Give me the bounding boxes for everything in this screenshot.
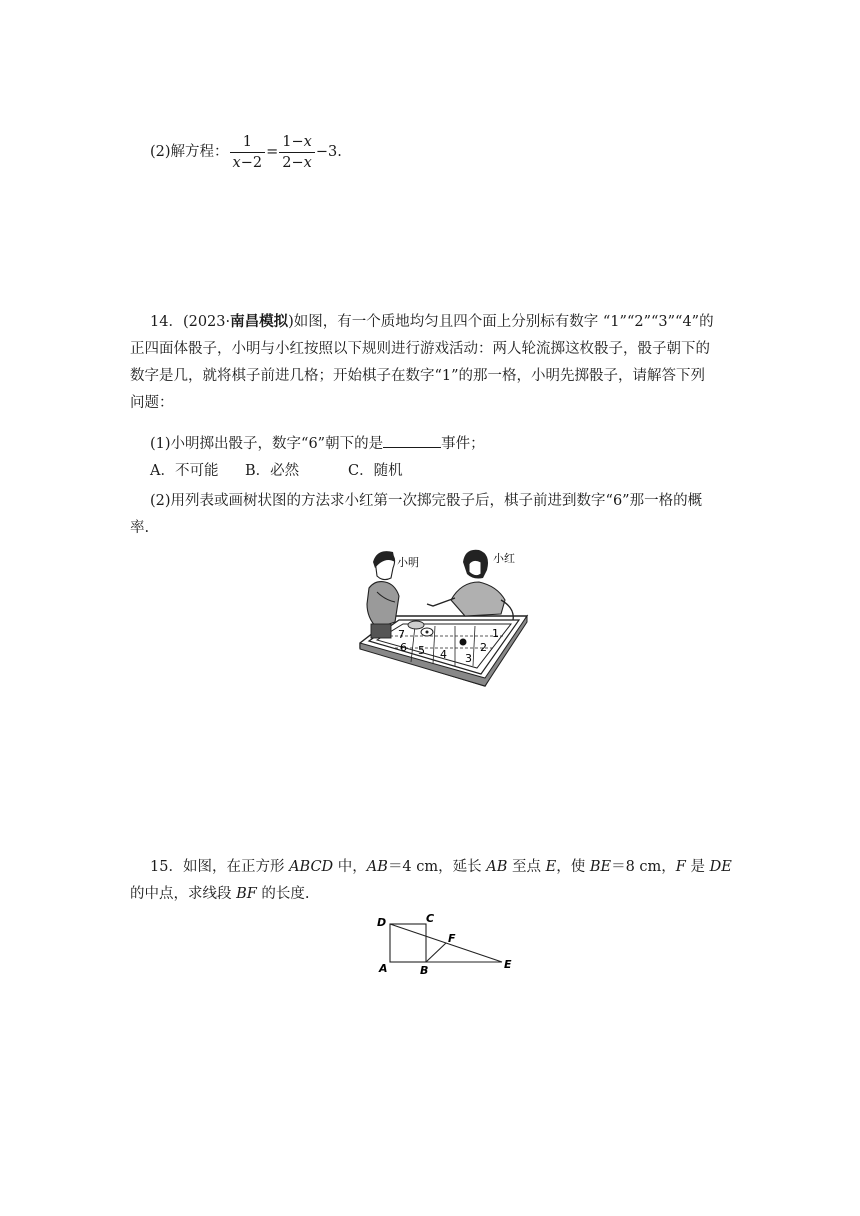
point-c: C: [426, 912, 435, 925]
boy-label: 小明: [397, 556, 419, 569]
q15-line2: 的中点，求线段 BF 的长度.: [130, 886, 310, 902]
q14-line4: 问题：: [130, 395, 174, 411]
answer-blank: [383, 433, 441, 448]
option-c: C．随机: [348, 463, 403, 479]
square-figure: [370, 910, 520, 978]
board-cell-3: 3: [465, 652, 472, 665]
board-cell-5: 5: [418, 644, 425, 657]
board-cell-1: 1: [492, 627, 499, 640]
board-cell-6: 6: [400, 641, 407, 654]
q14-options: [150, 460, 750, 482]
segment-bf: [426, 943, 446, 962]
q14-line1: 14．(2023·南昌模拟)如图，有一个质地均匀且四个面上分别标有数字 “1”“2”“3”“4”的: [150, 314, 714, 330]
q13-part2-label: (2)解方程：: [150, 144, 229, 160]
point-b: B: [420, 964, 429, 977]
q13-part2-equation: (2)解方程： $\frac{1}{x-2}$ = $\frac{1-x}{2-x}$ −3.: [150, 133, 342, 171]
option-b: B．必然: [245, 463, 300, 479]
q14-part2-line1: (2)用列表或画树状图的方法求小红第一次掷完骰子后，棋子前进到数字“6”那一格的概: [150, 493, 703, 509]
board-cell-4: 4: [440, 648, 447, 661]
board-cell-7: 7: [398, 628, 405, 641]
girl-label: 小红: [493, 552, 515, 565]
fraction-right: $\frac{1-x}{2-x}$: [279, 132, 315, 173]
q14-part1: (1)小明掷出骰子，数字“6”朝下的是 事件；: [150, 433, 750, 455]
point-a: A: [379, 962, 388, 975]
point-e: E: [504, 958, 512, 971]
point-d: D: [377, 916, 387, 929]
q14-part2-line2: 率.: [130, 520, 150, 536]
option-a: A．不可能: [150, 463, 219, 479]
board-game-figure: [355, 548, 530, 690]
q14-source: 南昌模拟: [230, 314, 289, 330]
q14-line3: 数字是几，就将棋子前进几格；开始棋子在数字“1”的那一格，小明先掷骰子，请解答下列: [130, 368, 706, 384]
point-f: F: [448, 932, 456, 945]
q15-line1: 15．如图，在正方形 ABCD 中，AB＝4 cm，延长 AB 至点 E，使 BE＝8 cm，F 是 DE: [150, 859, 732, 875]
board-cell-2: 2: [480, 641, 487, 654]
fraction-left: $\frac{1}{x-2}$: [230, 132, 266, 173]
q14-line2: 正四面体骰子，小明与小红按照以下规则进行游戏活动：两人轮流掷这枚骰子，骰子朝下的: [130, 341, 710, 357]
